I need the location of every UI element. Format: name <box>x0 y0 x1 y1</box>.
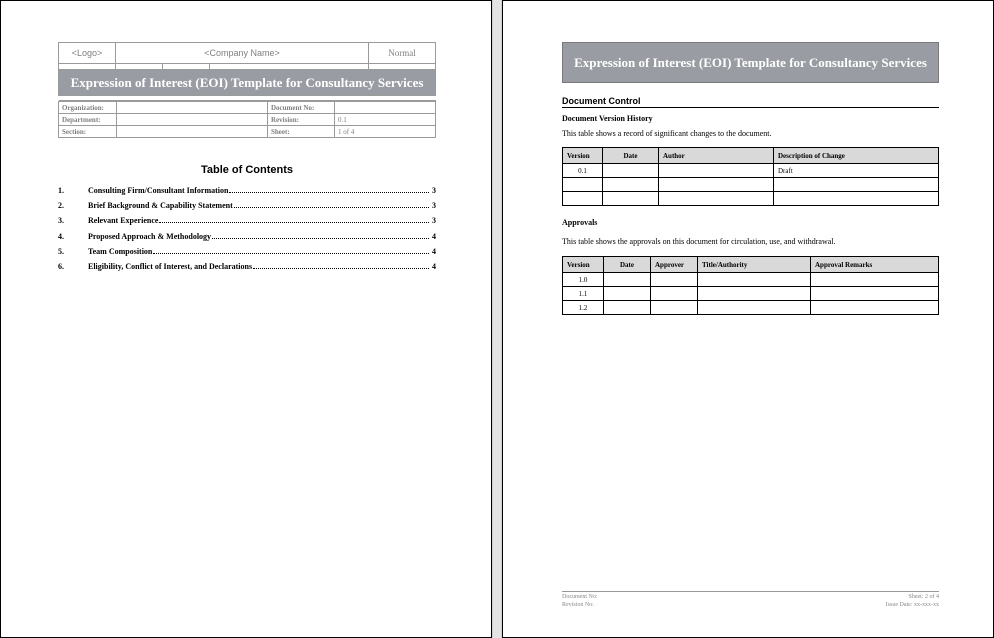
document-title: Expression of Interest (EOI) Template for Consultancy Services <box>562 42 939 83</box>
table-row <box>563 287 939 301</box>
section-label: Section: <box>59 126 117 138</box>
table-row <box>563 192 939 206</box>
column-header: Version <box>563 148 603 164</box>
toc-item-text: Eligibility, Conflict of Interest, and Declarations <box>88 261 253 271</box>
column-header: Date <box>603 148 659 164</box>
document-header-table <box>58 42 436 101</box>
footer-document-no: Document No: <box>562 594 598 600</box>
document-no-label: Document No: <box>268 102 335 114</box>
toc-leader <box>234 201 429 208</box>
document-page-1 <box>0 0 492 638</box>
table-cell[interactable] <box>603 178 659 192</box>
table-header-row <box>563 148 939 164</box>
table-cell[interactable] <box>604 273 651 287</box>
table-cell[interactable] <box>603 192 659 206</box>
toc-item-page: 4 <box>432 231 436 241</box>
table-cell[interactable] <box>604 287 651 301</box>
table-cell[interactable]: 0.1 <box>563 164 603 178</box>
toc-item-number: 5. <box>58 246 64 256</box>
logo-placeholder: <Logo> <box>59 43 116 64</box>
table-cell[interactable]: 1.0 <box>563 273 604 287</box>
organization-label: Organization: <box>59 102 117 114</box>
table-row <box>563 301 939 315</box>
table-cell[interactable] <box>811 301 939 315</box>
toc-item-text: Proposed Approach & Methodology <box>88 231 212 241</box>
toc-title: Table of Contents <box>200 164 294 176</box>
company-name-placeholder: <Company Name> <box>116 43 369 64</box>
table-cell[interactable] <box>563 192 603 206</box>
toc-leader <box>212 232 429 239</box>
section-value[interactable] <box>117 126 268 138</box>
revision-label: Revision: <box>268 114 335 126</box>
column-header: Date <box>604 257 651 273</box>
column-header: Approval Remarks <box>811 257 939 273</box>
toc-item-text: Team Composition <box>88 246 153 256</box>
toc-item-page: 3 <box>432 201 436 211</box>
table-cell[interactable] <box>563 178 603 192</box>
table-cell[interactable] <box>651 301 698 315</box>
toc-leader <box>159 216 429 223</box>
table-cell[interactable] <box>811 273 939 287</box>
table-row <box>563 164 939 178</box>
footer-revision-no: Revision No: <box>562 602 594 608</box>
table-cell[interactable]: 1.1 <box>563 287 604 301</box>
column-header: Description of Change <box>774 148 939 164</box>
approvals-heading: Approvals <box>562 218 598 227</box>
toc-leader <box>153 247 429 254</box>
document-no-value[interactable] <box>335 102 436 114</box>
table-cell[interactable]: Draft <box>774 164 939 178</box>
version-history-heading: Document Version History <box>562 114 653 123</box>
table-row <box>563 273 939 287</box>
toc-item-number: 6. <box>58 261 64 271</box>
column-header: Approver <box>651 257 698 273</box>
toc-item-page: 4 <box>432 246 436 256</box>
toc-item[interactable] <box>58 262 436 277</box>
table-cell[interactable] <box>603 164 659 178</box>
table-cell[interactable] <box>651 287 698 301</box>
toc-item-page: 3 <box>432 216 436 226</box>
document-status: Normal <box>369 43 436 64</box>
toc-leader <box>253 262 429 269</box>
table-cell[interactable] <box>811 287 939 301</box>
toc-item-number: 1. <box>58 186 64 195</box>
toc-item-text: Consulting Firm/Consultant Information <box>88 186 229 195</box>
footer-issue-date: Issue Date: xx-xxx-xx <box>885 602 939 608</box>
table-cell[interactable] <box>698 273 811 287</box>
table-cell[interactable]: 1.2 <box>563 301 604 315</box>
footer-sheet: Sheet: 2 of 4 <box>908 594 939 600</box>
document-title: Expression of Interest (EOI) Template for Consultancy Services <box>59 70 436 96</box>
toc-item-number: 4. <box>58 231 64 241</box>
table-of-contents <box>58 186 436 277</box>
table-cell[interactable] <box>774 192 939 206</box>
approvals-table <box>562 256 939 315</box>
department-value[interactable] <box>117 114 268 126</box>
version-history-table <box>562 147 939 206</box>
toc-item[interactable] <box>58 232 436 247</box>
toc-item[interactable] <box>58 216 436 231</box>
organization-value[interactable] <box>117 102 268 114</box>
column-header: Title/Authority <box>698 257 811 273</box>
toc-leader <box>229 186 429 193</box>
document-meta-table <box>58 101 436 138</box>
table-cell[interactable] <box>659 178 774 192</box>
toc-item[interactable] <box>58 186 436 201</box>
column-header: Version <box>563 257 604 273</box>
sheet-value[interactable]: 1 of 4 <box>335 126 436 138</box>
version-history-description: This table shows a record of significant changes to the document. <box>562 129 772 138</box>
document-page-2 <box>502 0 994 638</box>
table-cell[interactable] <box>659 164 774 178</box>
table-header-row <box>563 257 939 273</box>
table-row <box>563 178 939 192</box>
toc-item-page: 3 <box>432 186 436 195</box>
table-cell[interactable] <box>698 287 811 301</box>
toc-item-page: 4 <box>432 261 436 271</box>
revision-value[interactable]: 0.1 <box>335 114 436 126</box>
toc-item[interactable] <box>58 247 436 262</box>
toc-item[interactable] <box>58 201 436 216</box>
table-cell[interactable] <box>698 301 811 315</box>
table-cell[interactable] <box>659 192 774 206</box>
page-separator <box>492 0 502 638</box>
column-header: Author <box>659 148 774 164</box>
table-cell[interactable] <box>774 178 939 192</box>
sheet-label: Sheet: <box>268 126 335 138</box>
table-cell[interactable] <box>604 301 651 315</box>
toc-item-number: 3. <box>58 216 64 226</box>
toc-item-text: Brief Background & Capability Statement <box>88 201 233 211</box>
approvals-description: This table shows the approvals on this document for circulation, use, and withdrawal. <box>562 237 836 246</box>
toc-item-number: 2. <box>58 201 64 211</box>
toc-item-text: Relevant Experience <box>88 216 159 226</box>
document-control-heading: Document Control <box>562 96 939 108</box>
table-cell[interactable] <box>651 273 698 287</box>
department-label: Department: <box>59 114 117 126</box>
page-footer <box>562 591 939 610</box>
